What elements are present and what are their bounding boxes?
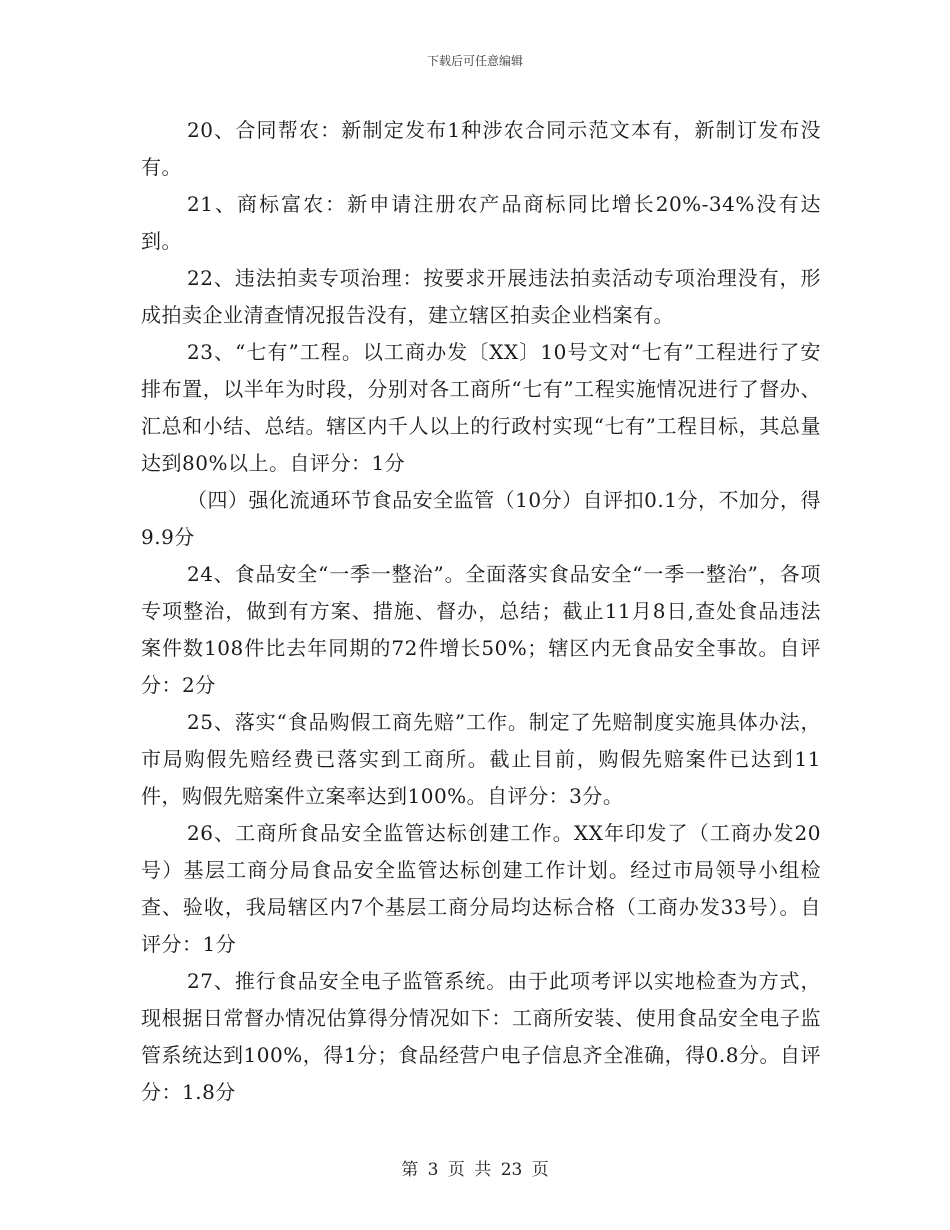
paragraph-22: 22、违法拍卖专项治理：按要求开展违法拍卖活动专项治理没有，形成拍卖企业清查情况报告没有，建立辖区拍卖企业档案有。 xyxy=(141,266,821,327)
paragraph-24: 24、食品安全“一季一整治”。全面落实食品安全“一季一整治”，各项专项整治，做到有方案、措施、督办，总结；截止11月8日,查处食品违法案件数108件比去年同期的72件增长50%；辖区内无食品安全事故。自评分：2分 xyxy=(141,562,821,697)
document-body xyxy=(141,112,821,1111)
paragraph-26: 26、工商所食品安全监管达标创建工作。XX年印发了（工商办发20号）基层工商分局食品安全监管达标创建工作计划。经过市局领导小组检查、验收，我局辖区内7个基层工商分局均达标合格（工商办发33号）。自评分：1分 xyxy=(141,821,821,956)
paragraph-27: 27、推行食品安全电子监管系统。由于此项考评以实地检查为方式，现根据日常督办情况估算得分情况如下：工商所安装、使用食品安全电子监管系统达到100%，得1分；食品经营户电子信息齐全准确，得0.8分。自评分：1.8分 xyxy=(141,969,821,1104)
paragraph-23: 23、“七有”工程。以工商办发〔XX〕10号文对“七有”工程进行了安排布置，以半年为时段，分别对各工商所“七有”工程实施情况进行了督办、汇总和小结、总结。辖区内千人以上的行政村实现“七有”工程目标，其总量达到80%以上。自评分：1分 xyxy=(141,340,821,475)
paragraph-21: 21、商标富农：新申请注册农产品商标同比增长20%-34%没有达到。 xyxy=(141,192,821,253)
paragraph-25: 25、落实“食品购假工商先赔”工作。制定了先赔制度实施具体办法，市局购假先赔经费已落实到工商所。截止目前，购假先赔案件已达到11件，购假先赔案件立案率达到100%。自评分：3分。 xyxy=(141,710,821,808)
paragraph-20: 20、合同帮农：新制定发布1种涉农合同示范文本有，新制订发布没有。 xyxy=(141,118,821,179)
page-footer: 第 3 页 共 23 页 xyxy=(401,1160,549,1180)
section-heading-4: （四）强化流通环节食品安全监管（10分）自评扣0.1分，不加分，得9.9分 xyxy=(141,488,821,549)
page-header: 下载后可任意编辑 xyxy=(426,54,523,68)
